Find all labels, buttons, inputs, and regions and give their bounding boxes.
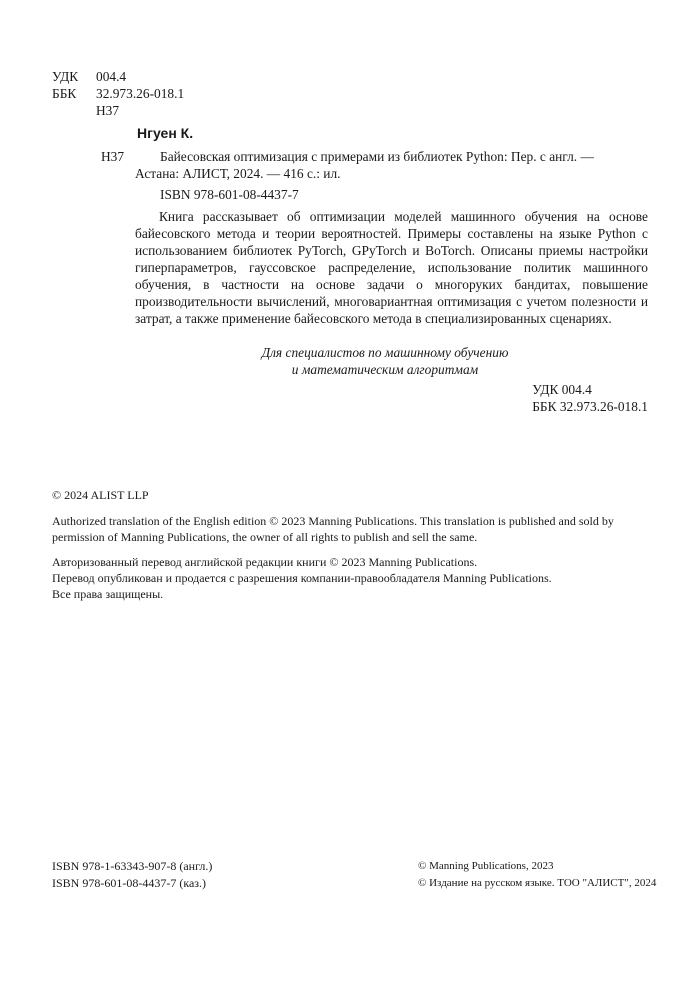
bib-title <box>135 148 660 182</box>
udk-label: УДК <box>52 69 79 84</box>
bbk-row <box>52 85 184 102</box>
russian-notice-line2: Перевод опубликован и продается с разрешения компании-правообладателя Manning Publications. <box>52 571 552 585</box>
audience-line2: и математическим алгоритмам <box>291 362 479 377</box>
russian-notice <box>52 554 652 602</box>
isbn-english: ISBN 978-1-63343-907-8 (англ.) <box>52 859 213 873</box>
russian-notice-line3: Все права защищены. <box>52 587 164 601</box>
audience-note <box>135 344 635 378</box>
annotation-paragraph: Книга рассказывает об оптимизации моделей машинного обучения на основе байесовского метода и теории вероятностей. Примеры составлены на языке Python с использованием библиотек PyTorch, GPyTorch и BoTorch. Описаны приемы настройки гиперпараметров, гауссовское распределение, использование политик машинного обучения, в частности на основе задачи о многоруких бандитах, повышение производительности вычислений, многовариантная оптимизация с учетом полезности и затрат, а также применение байесовского метода в специализированных сценариях. <box>135 209 648 326</box>
bbk-value: 32.973.26-018.1 <box>96 86 185 101</box>
bib-title-line2: Астана: АЛИСТ, 2024. — 416 с.: ил. <box>135 166 341 181</box>
udk-row <box>52 68 126 85</box>
bbk-right: ББК 32.973.26-018.1 <box>532 399 648 414</box>
isbn-main: ISBN 978-601-08-4437-7 <box>160 187 299 202</box>
publisher-alist: © Издание на русском языке. ТОО "АЛИСТ", 2024 <box>418 877 657 889</box>
copyright-line: © 2024 ALIST LLP <box>52 488 149 502</box>
isbn-kazakh: ISBN 978-601-08-4437-7 (каз.) <box>52 876 207 890</box>
bib-title-line1: Байесовская оптимизация с примерами из библиотек Python: Пер. с англ. — <box>160 149 594 164</box>
publisher-manning: © Manning Publications, 2023 <box>418 860 554 872</box>
classification-right <box>532 381 648 415</box>
author-sign: Н37 <box>96 103 120 118</box>
udk-value: 004.4 <box>96 69 127 84</box>
bbk-label: ББК <box>52 86 77 101</box>
russian-notice-line1: Авторизованный перевод английской редакции книги © 2023 Manning Publications. <box>52 555 478 569</box>
bib-code: Н37 <box>101 149 125 164</box>
footer-isbn <box>52 858 212 892</box>
footer-publishers <box>418 858 656 892</box>
english-notice: Authorized translation of the English edition © 2023 Manning Publications. This translation is published and sold by permission of Manning Publications, the owner of all rights to publish and sell the same. <box>52 514 614 544</box>
udk-right: УДК 004.4 <box>532 382 592 397</box>
author-name: Нгуен К. <box>137 125 194 141</box>
audience-line1: Для специалистов по машинному обучению <box>261 345 509 360</box>
